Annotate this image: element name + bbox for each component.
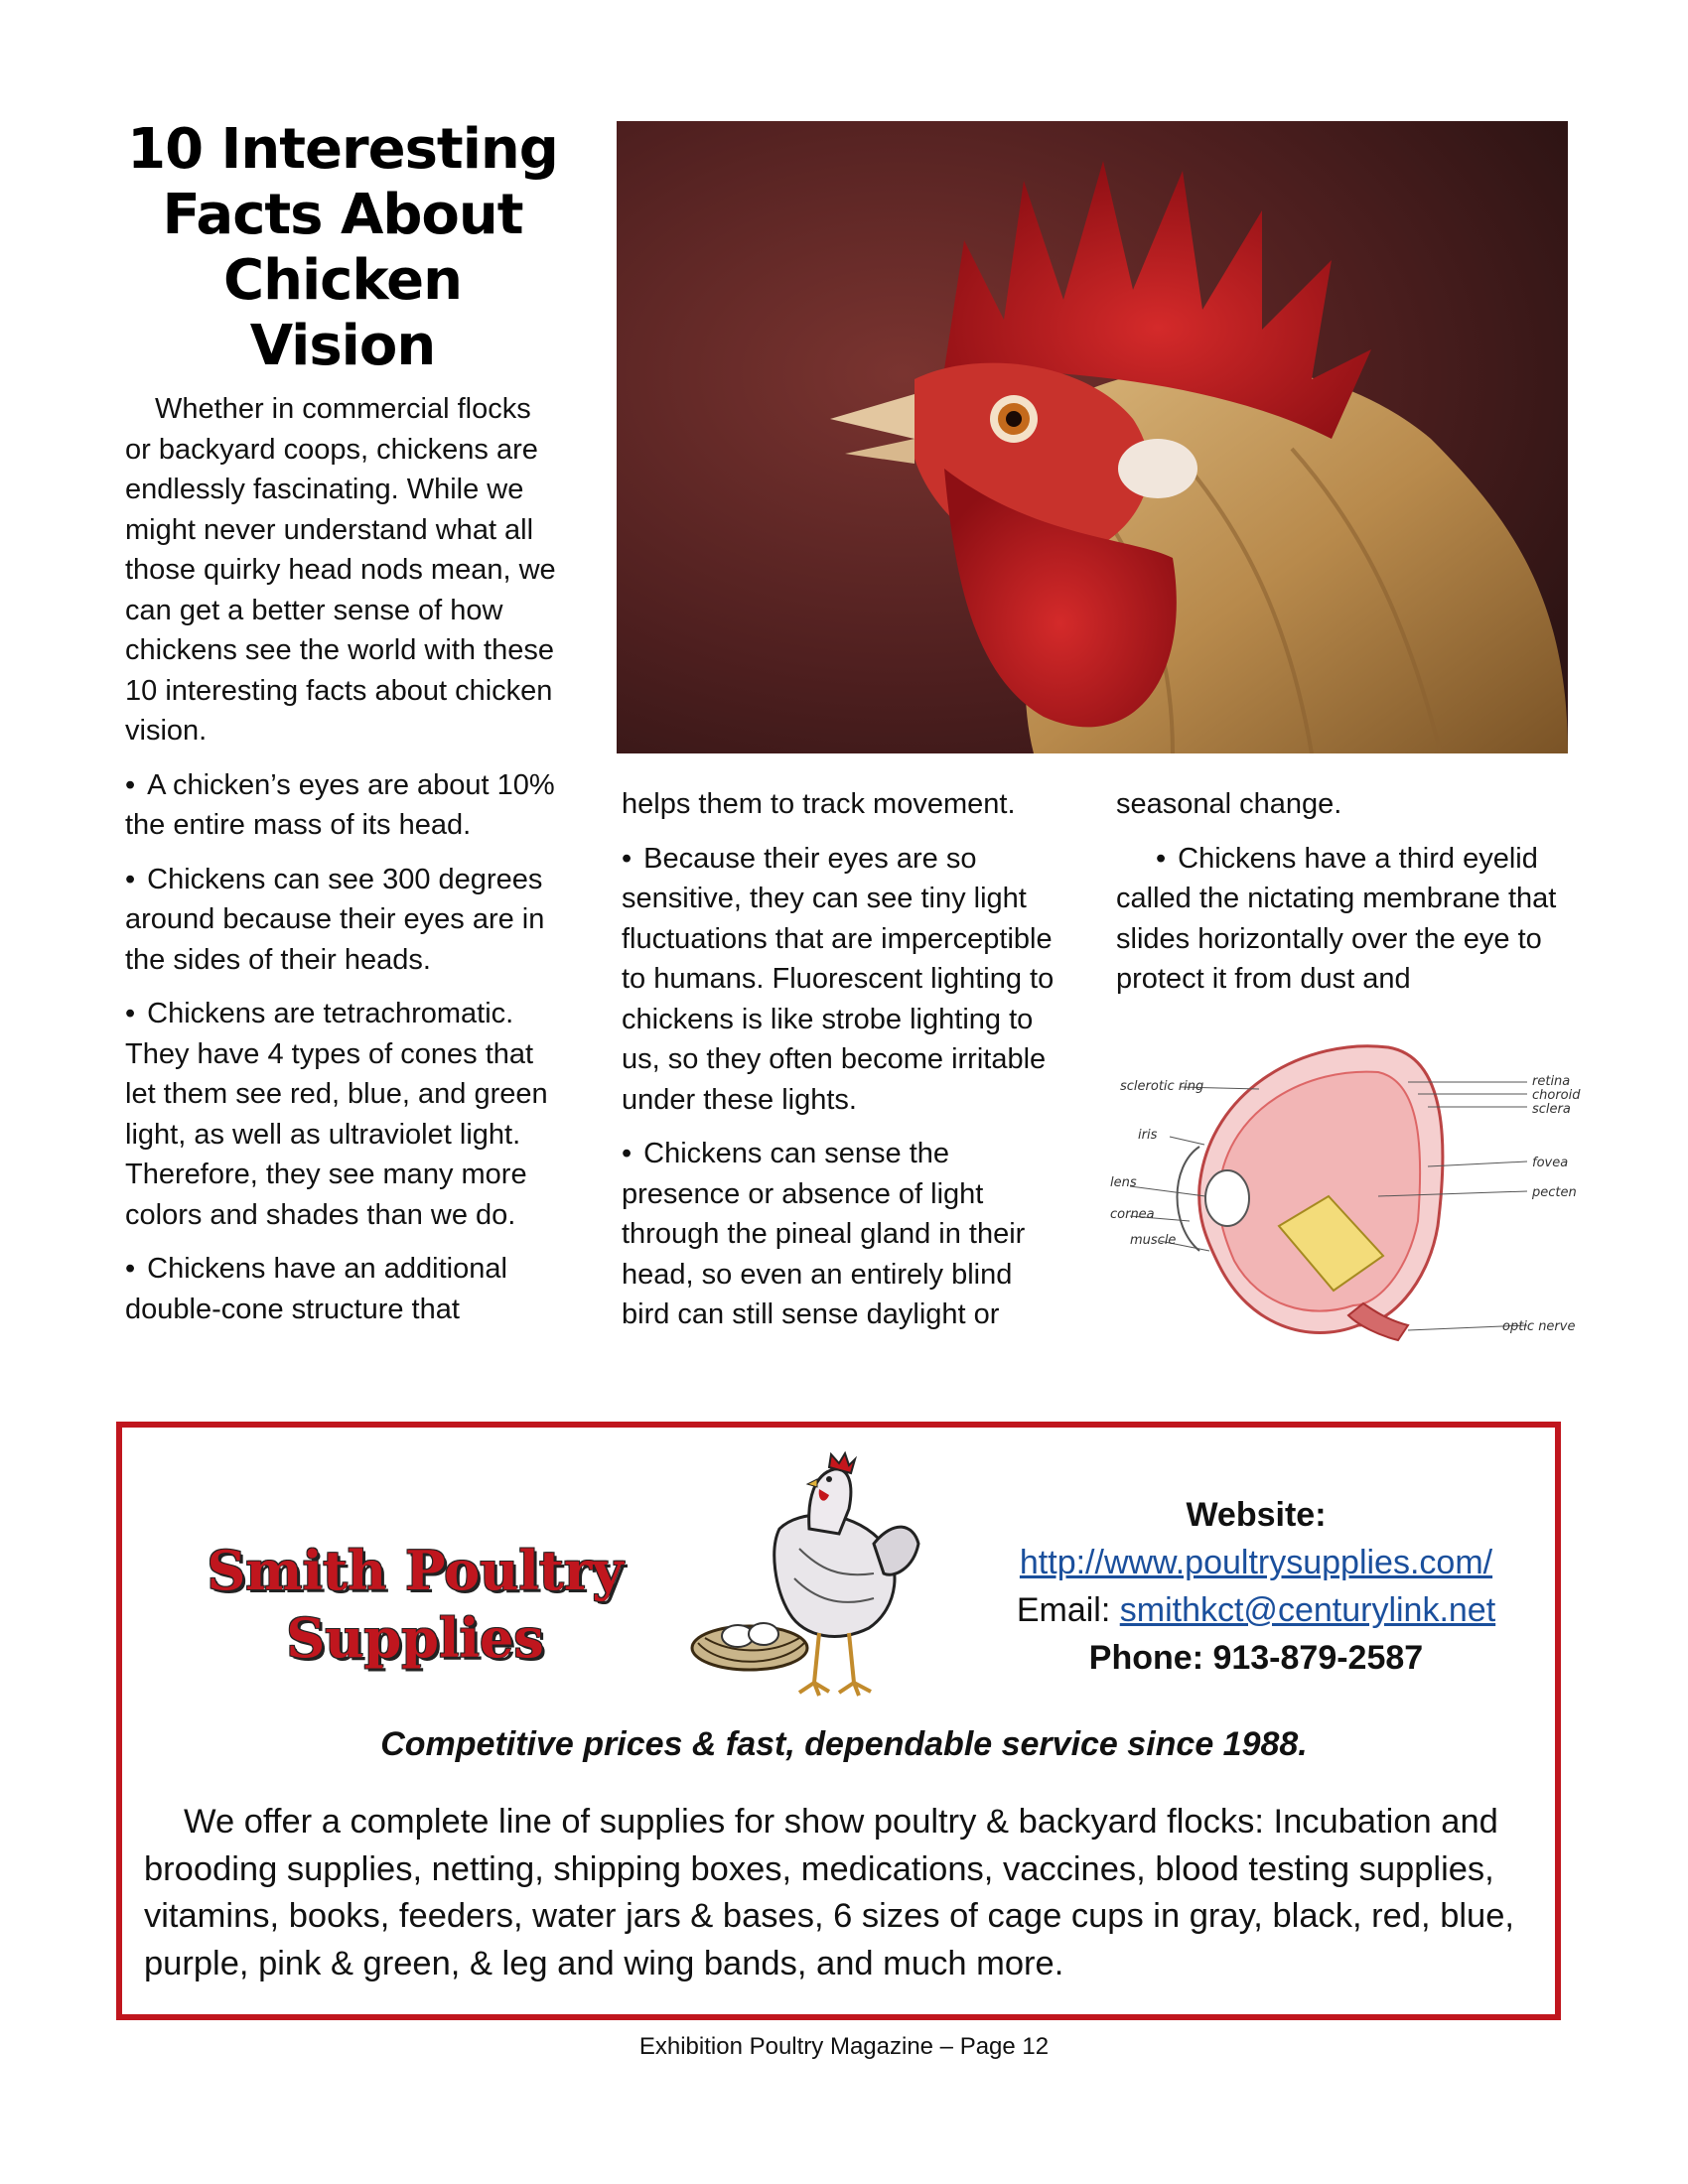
- page-footer: Exhibition Poultry Magazine – Page 12: [638, 2033, 1050, 2060]
- fact-item: • Chickens are tetrachromatic. They have 4 types of cones that let them see red, blue, and green light, as well as ultraviolet light. Therefore, they see many more colors and shades than we do.: [125, 994, 562, 1235]
- website-label: Website:: [1186, 1496, 1327, 1534]
- logo-line: Supplies: [286, 1606, 544, 1670]
- title-line: 10 Interesting: [127, 117, 558, 182]
- phone-number: Phone: 913-879-2587: [1088, 1639, 1424, 1677]
- eye-anatomy-diagram: [1110, 1027, 1582, 1365]
- website-link[interactable]: http://www.poultrysupplies.com/: [1019, 1544, 1493, 1581]
- label-pecten: pecten: [1532, 1185, 1577, 1200]
- article-column-1: [125, 389, 562, 1343]
- fact-continuation: seasonal change.: [1116, 788, 1342, 820]
- label-lens: lens: [1110, 1175, 1137, 1190]
- fact-item: • Chickens can sense the presence or absence of light through the pineal gland in their head, so even an entirely blind bird can still sense daylight or: [622, 1134, 1058, 1335]
- email-line: [973, 1586, 1539, 1634]
- title-line: Vision: [249, 314, 436, 378]
- fact-item: • Chickens can see 300 degrees around because their eyes are in the sides of their heads.: [125, 860, 562, 981]
- label-sclera: sclera: [1532, 1102, 1571, 1117]
- label-optic-nerve: optic nerve: [1502, 1319, 1576, 1334]
- article-title: [119, 117, 566, 379]
- label-fovea: fovea: [1532, 1156, 1569, 1170]
- hen-illustration: [690, 1449, 933, 1707]
- fact-item: • Chickens have an additional double-cone structure that: [125, 1249, 562, 1329]
- ad-body-text: [144, 1799, 1544, 1987]
- label-choroid: choroid: [1532, 1088, 1581, 1103]
- email-label: Email:: [1016, 1591, 1120, 1629]
- ad-tagline: Competitive prices & fast, dependable service since 1988.: [380, 1725, 1308, 1763]
- label-cornea: cornea: [1110, 1207, 1155, 1222]
- label-iris: iris: [1138, 1128, 1158, 1143]
- fact-continuation: helps them to track movement.: [622, 788, 1016, 820]
- smith-poultry-logo: [167, 1537, 663, 1672]
- intro-paragraph: Whether in commercial flocks or backyard coops, chickens are endlessly fascinating. While we might never understand what all those quirky head nods mean, we can get a better sense of how chickens see the world with these 10 interesting facts about chicken vision.: [125, 393, 556, 747]
- title-line: Chicken: [223, 248, 462, 313]
- email-link[interactable]: smithkct@centurylink.net: [1119, 1591, 1496, 1629]
- rooster-photo: [617, 121, 1568, 753]
- fact-item: • A chicken’s eyes are about 10% the entire mass of its head.: [125, 765, 562, 846]
- label-retina: retina: [1532, 1074, 1571, 1089]
- label-sclerotic-ring: sclerotic ring: [1120, 1079, 1204, 1094]
- fact-item: • Chickens have a third eyelid called the nictating membrane that slides horizontally over the eye to protect it from dust and: [1116, 839, 1573, 1000]
- logo-line: Smith Poultry: [207, 1539, 624, 1602]
- contact-info: [973, 1491, 1539, 1682]
- fact-item: • Because their eyes are so sensitive, they can see tiny light fluctuations that are imperceptible to humans. Fluorescent lighting to chickens is like strobe lighting to us, so they often become irritable under these lights.: [622, 839, 1058, 1121]
- article-column-3: [1116, 784, 1573, 1014]
- article-column-2: [622, 784, 1058, 1349]
- label-muscle: muscle: [1130, 1233, 1177, 1248]
- ad-description: We offer a complete line of supplies for show poultry & backyard flocks: Incubation and brooding supplies, netting, shipping boxes, medications, vaccines, blood testing supplies, vitamins, books, feeders, water jars & bases, 6 sizes of cage cups in gray, black, red, blue, purple, pink & green, & leg and wing bands, and much more.: [144, 1803, 1515, 1982]
- title-line: Facts About: [162, 183, 523, 247]
